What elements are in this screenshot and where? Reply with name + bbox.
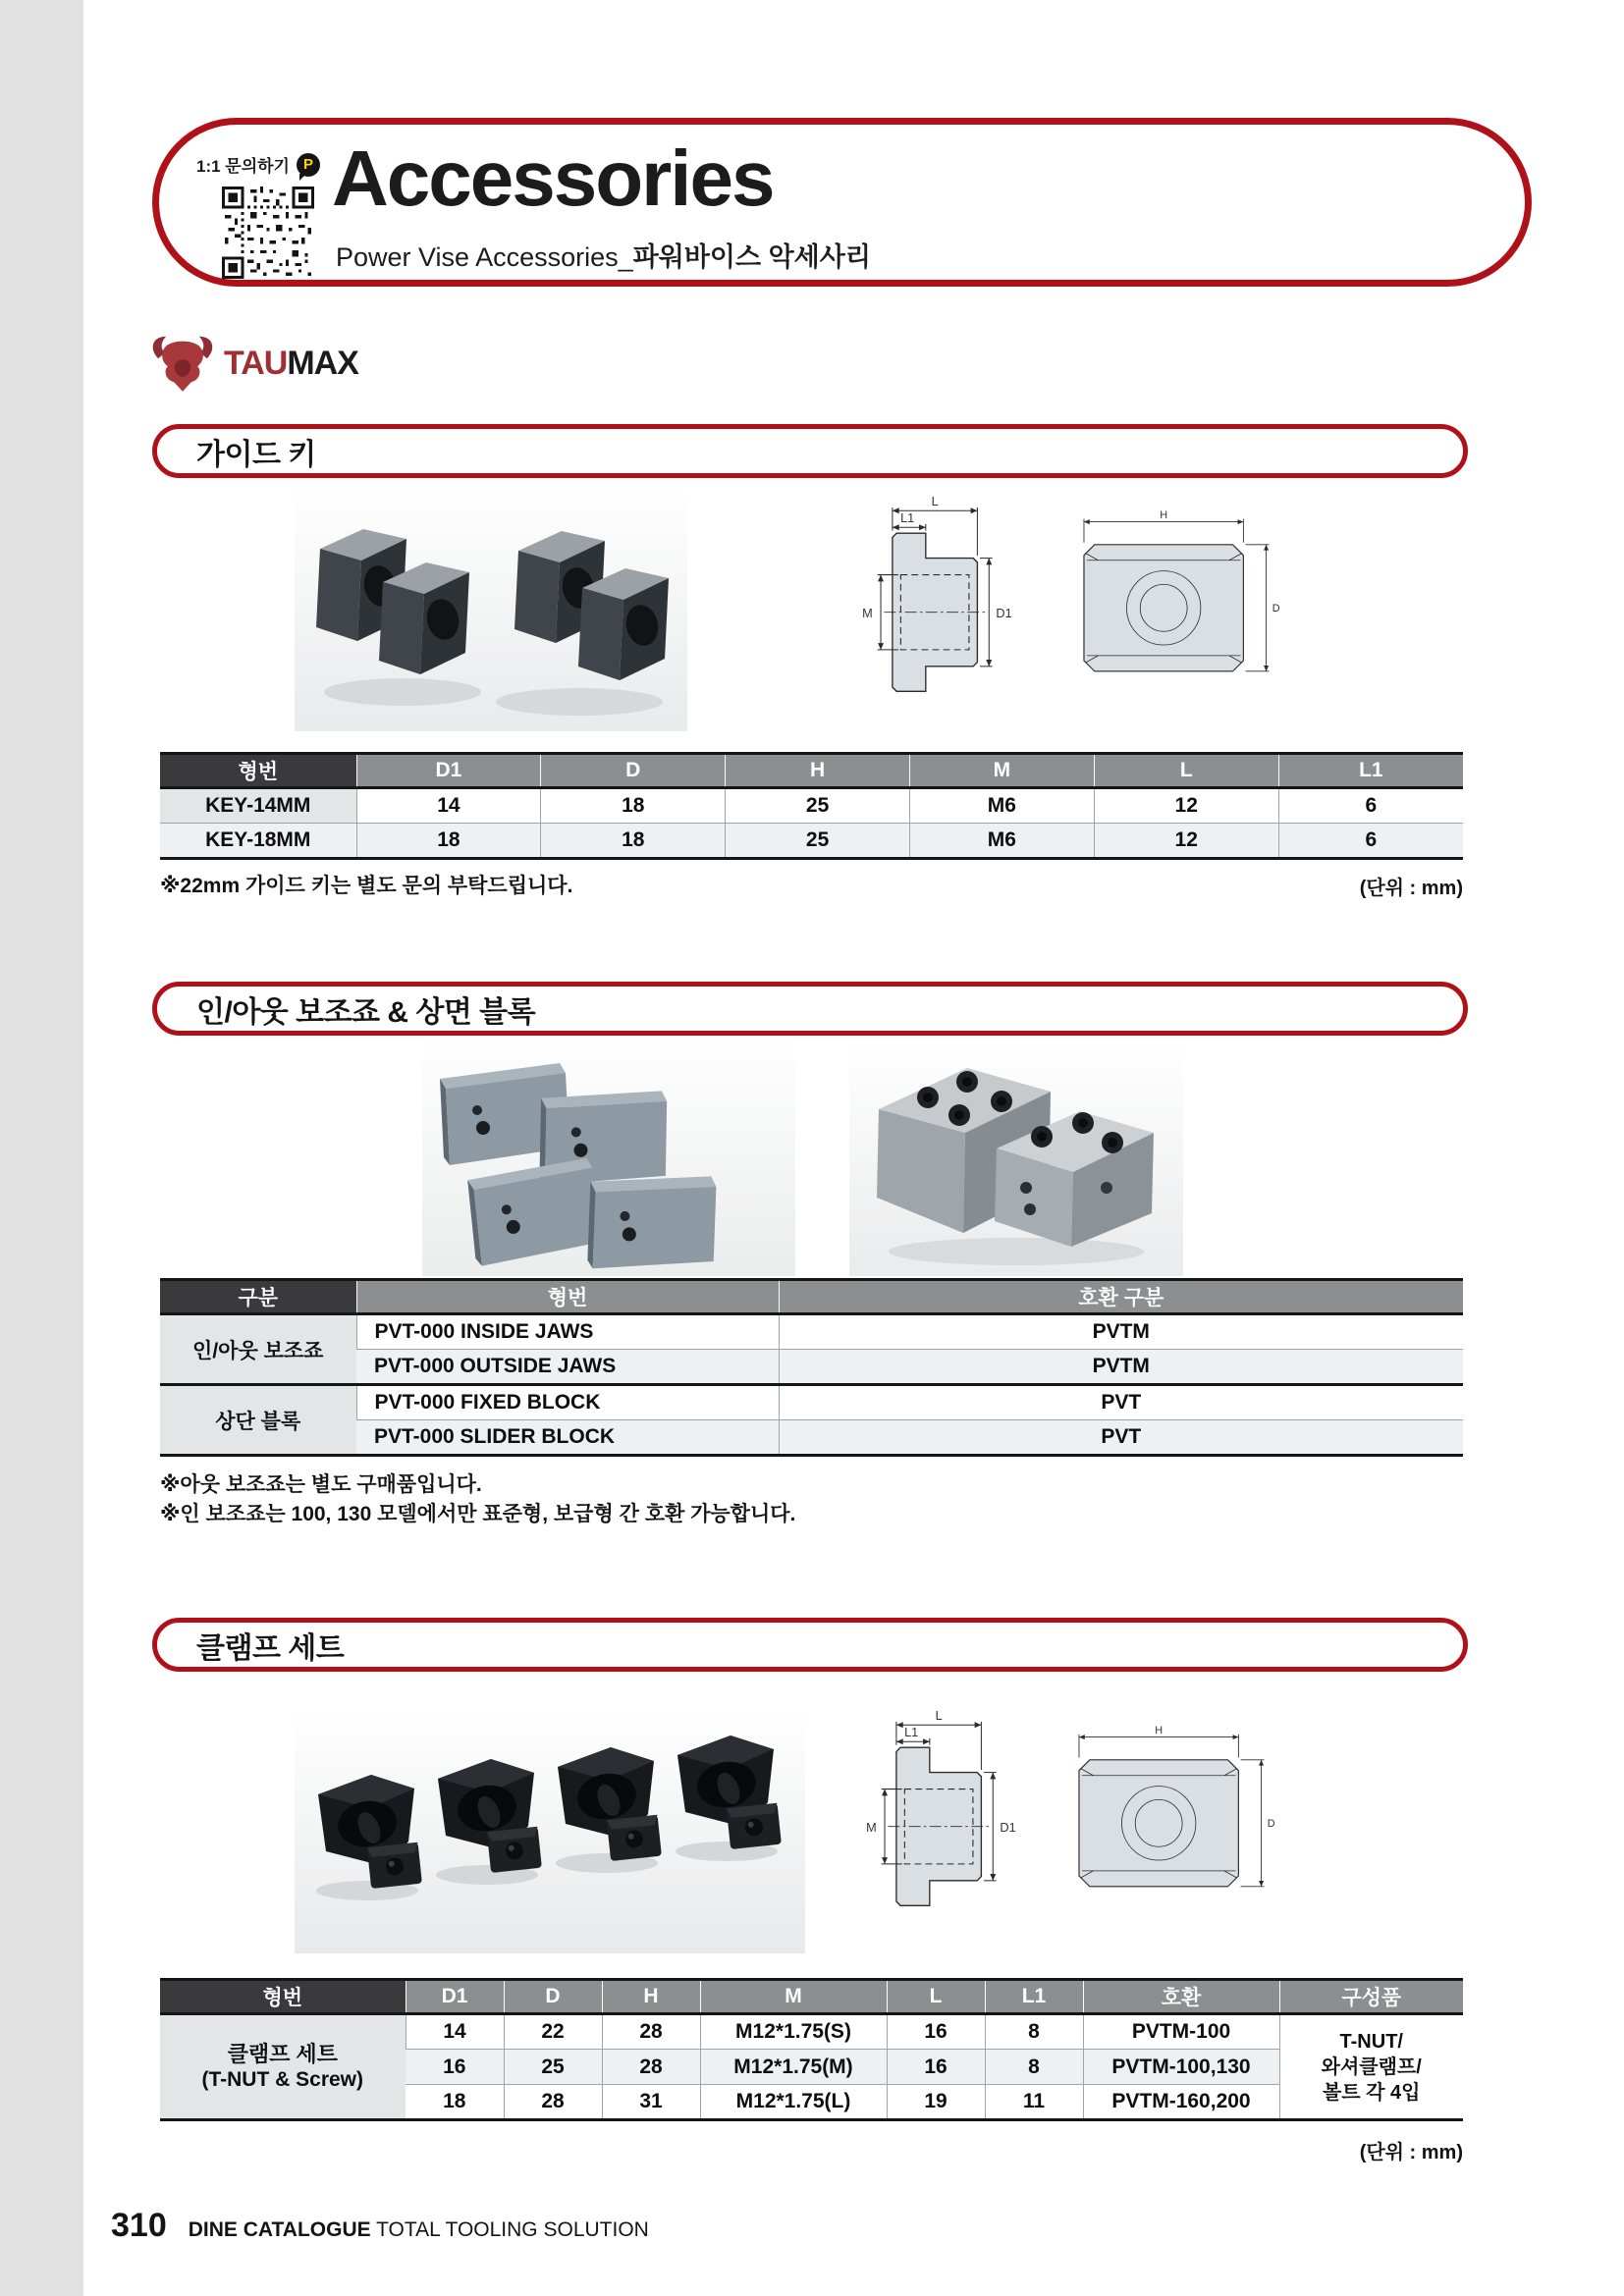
table-cell: 8 — [985, 2050, 1083, 2085]
column-header: 형번 — [356, 1280, 779, 1314]
table-cell: 12 — [1094, 788, 1278, 824]
group-label-cell — [160, 2014, 406, 2120]
column-header: 형번 — [160, 1980, 406, 2014]
column-header: 구성품 — [1279, 1980, 1463, 2014]
table-cell: M6 — [909, 824, 1094, 859]
guide-key-drawing-side-view — [852, 496, 1019, 704]
table-cell: 18 — [406, 2085, 504, 2120]
column-header: 형번 — [160, 754, 356, 788]
table-cell: 25 — [726, 824, 910, 859]
table-cell: 16 — [406, 2050, 504, 2085]
column-header: H — [602, 1980, 700, 2014]
column-header: D — [541, 754, 726, 788]
footer-text — [189, 2218, 649, 2242]
jaws-table — [160, 1278, 1463, 1457]
clamp-set-product-photo — [295, 1708, 805, 1953]
column-header: M — [909, 754, 1094, 788]
subtitle-english: Power Vise Accessories_ — [336, 242, 633, 272]
inquiry-label: 1:1 문의하기 — [196, 157, 290, 176]
table-cell: PVT — [779, 1420, 1463, 1456]
table-cell: M12*1.75(L) — [700, 2085, 887, 2120]
table-cell: KEY-18MM — [160, 824, 356, 859]
table-row — [160, 2014, 1463, 2050]
jaws-product-photo — [422, 1036, 795, 1276]
column-header: 호환 구분 — [779, 1280, 1463, 1314]
guide-key-drawing-front-view — [1065, 510, 1286, 681]
brand-name — [224, 347, 358, 380]
clamp-set-table — [160, 1978, 1463, 2121]
table-cell: 25 — [726, 788, 910, 824]
page-footer — [111, 2207, 649, 2245]
group-label-line2: (T-NUT & Screw) — [201, 2068, 363, 2092]
table-cell: PVTM-160,200 — [1083, 2085, 1279, 2120]
table-cell: PVT-000 INSIDE JAWS — [356, 1314, 779, 1350]
guide-key-product-photo — [295, 486, 687, 731]
guide-key-table — [160, 752, 1463, 860]
table-cell: 12 — [1094, 824, 1278, 859]
column-header: L — [1094, 754, 1278, 788]
clamp-drawing-front-view — [1060, 1726, 1281, 1896]
table-cell: 14 — [406, 2014, 504, 2050]
section-header-guide-key — [152, 424, 1468, 478]
brand-logo — [147, 332, 358, 395]
subtitle-korean: 파워바이스 악세사리 — [632, 242, 871, 272]
table-row — [160, 1314, 1463, 1350]
table-cell: 18 — [541, 788, 726, 824]
table-cell: 25 — [504, 2050, 602, 2085]
dim-label-D: D — [1272, 602, 1280, 614]
table-cell: 6 — [1278, 824, 1463, 859]
guide-key-note: ※22mm 가이드 키는 별도 문의 부탁드립니다. — [160, 875, 573, 897]
jaws-note-2: ※인 보조죠는 100, 130 모델에서만 표준형, 보급형 간 호환 가능합니다. — [160, 1503, 796, 1525]
column-header: 구분 — [160, 1280, 356, 1314]
dim-label-D1: D1 — [1000, 1819, 1016, 1835]
column-header: D1 — [406, 1980, 504, 2014]
section-title: 인/아웃 보조죠 & 상면 블록 — [196, 995, 536, 1029]
section-header-clamp-set — [152, 1618, 1468, 1672]
table-cell: 16 — [887, 2014, 985, 2050]
catalogue-tagline: TOTAL TOOLING SOLUTION — [376, 2218, 649, 2241]
table-cell: 28 — [504, 2085, 602, 2120]
page-number: 310 — [111, 2207, 167, 2244]
table-cell: 11 — [985, 2085, 1083, 2120]
table-cell: KEY-14MM — [160, 788, 356, 824]
table-header-row — [160, 1280, 1463, 1314]
column-header: L — [887, 1980, 985, 2014]
column-header: D — [504, 1980, 602, 2014]
clamp-drawing-side-view — [856, 1710, 1023, 1918]
table-cell: 19 — [887, 2085, 985, 2120]
dim-label-H: H — [1155, 1726, 1164, 1736]
inquiry-link — [196, 152, 320, 177]
table-cell: 18 — [541, 824, 726, 859]
table-cell: M12*1.75(M) — [700, 2050, 887, 2085]
components-line: 볼트 각 4입 — [1322, 2081, 1421, 2104]
group-label-cell: 상단 블록 — [160, 1385, 356, 1456]
components-line: 와셔클램프/ — [1321, 2056, 1422, 2078]
table-cell: 6 — [1278, 788, 1463, 824]
section-title: 클램프 세트 — [196, 1631, 345, 1665]
column-header: L1 — [1278, 754, 1463, 788]
table-cell: M6 — [909, 788, 1094, 824]
dim-label-D: D — [1267, 1817, 1275, 1830]
column-header: L1 — [985, 1980, 1083, 2014]
brand-name-right: MAX — [287, 345, 358, 382]
dim-label-L1: L1 — [900, 510, 915, 526]
table-cell: 28 — [602, 2014, 700, 2050]
table-cell: 16 — [887, 2050, 985, 2085]
table-row — [160, 1385, 1463, 1420]
clamp-set-unit: (단위 : mm) — [1359, 2142, 1463, 2163]
table-cell: PVTM — [779, 1314, 1463, 1350]
group-label-line1: 클램프 세트 — [227, 2041, 338, 2066]
dim-label-M: M — [862, 605, 873, 620]
left-margin-stripe — [0, 0, 83, 2296]
section-title: 가이드 키 — [196, 438, 316, 471]
dim-label-L: L — [931, 496, 939, 509]
table-cell: PVT — [779, 1385, 1463, 1420]
table-row — [160, 788, 1463, 824]
table-header-row — [160, 1980, 1463, 2014]
table-cell: 22 — [504, 2014, 602, 2050]
table-cell: 8 — [985, 2014, 1083, 2050]
page-subtitle — [336, 236, 871, 274]
table-cell: PVTM — [779, 1350, 1463, 1385]
qr-code — [222, 187, 314, 279]
table-cell: PVTM-100,130 — [1083, 2050, 1279, 2085]
table-cell: PVTM-100 — [1083, 2014, 1279, 2050]
dim-label-H: H — [1160, 510, 1168, 521]
section-header-jaws — [152, 982, 1468, 1036]
brand-name-left: TAU — [224, 345, 288, 382]
column-header: M — [700, 1980, 887, 2014]
page-title: Accessories — [332, 134, 774, 222]
table-cell: PVT-000 OUTSIDE JAWS — [356, 1350, 779, 1385]
column-header: D1 — [356, 754, 541, 788]
table-cell: PVT-000 SLIDER BLOCK — [356, 1420, 779, 1456]
table-cell: 14 — [356, 788, 541, 824]
components-cell — [1279, 2014, 1463, 2120]
top-block-product-photo — [849, 1041, 1183, 1276]
table-row — [160, 824, 1463, 859]
table-cell: 28 — [602, 2050, 700, 2085]
group-label-cell: 인/아웃 보조죠 — [160, 1314, 356, 1385]
dim-label-M: M — [866, 1819, 877, 1835]
table-cell: M12*1.75(S) — [700, 2014, 887, 2050]
column-header: 호환 — [1083, 1980, 1279, 2014]
dim-label-D1: D1 — [996, 605, 1012, 620]
dim-label-L1: L1 — [904, 1725, 919, 1740]
jaws-note-1: ※아웃 보조죠는 별도 구매품입니다. — [160, 1473, 482, 1496]
guide-key-unit: (단위 : mm) — [1359, 878, 1463, 899]
dim-label-L: L — [935, 1710, 943, 1724]
table-cell: PVT-000 FIXED BLOCK — [356, 1385, 779, 1420]
table-header-row — [160, 754, 1463, 788]
table-row — [160, 1350, 1463, 1385]
bull-icon — [147, 332, 218, 395]
table-row — [160, 1420, 1463, 1456]
chat-bubble-icon: P — [297, 153, 320, 177]
table-cell: 31 — [602, 2085, 700, 2120]
column-header: H — [726, 754, 910, 788]
catalogue-name: DINE CATALOGUE — [188, 2218, 371, 2241]
table-cell: 18 — [356, 824, 541, 859]
components-line: T-NUT/ — [1339, 2030, 1403, 2053]
